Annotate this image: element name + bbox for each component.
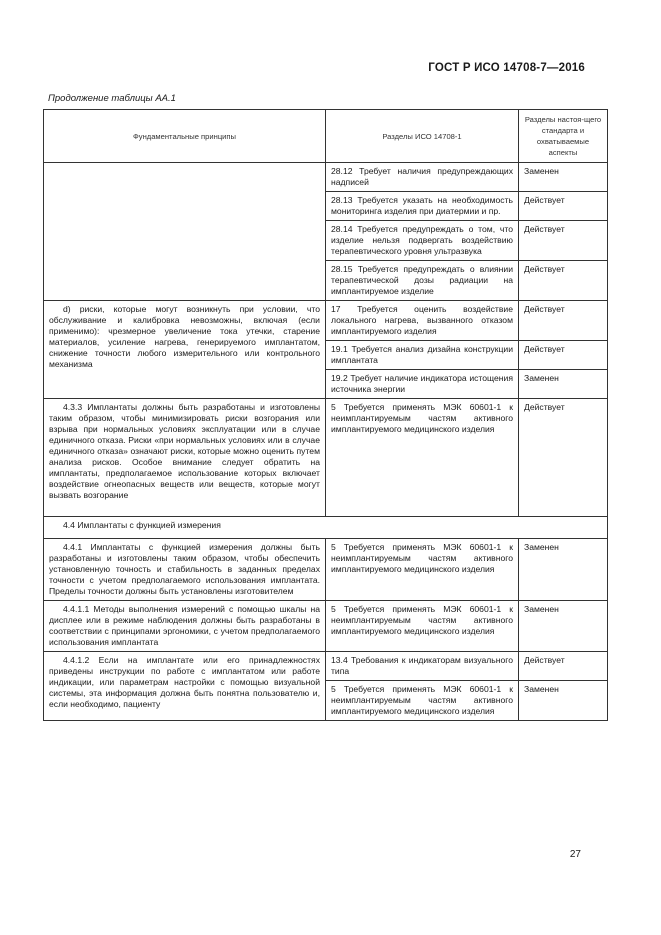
- status-cell: Действует: [519, 399, 608, 517]
- iso-section-cell: 19.1 Требуется анализ дизайна конструкции имплантата: [326, 341, 519, 370]
- status-cell: Заменен: [519, 601, 608, 652]
- table-row: [44, 163, 608, 192]
- status-cell: Заменен: [519, 681, 608, 721]
- iso-section-cell: 17 Требуется оценить воздействие локального нагрева, вызванного отказом имплантируемого изделия: [326, 301, 519, 341]
- status-cell: Действует: [519, 261, 608, 301]
- principle-cell: 4.3.3 Имплантаты должны быть разработаны и изготовлены таким образом, чтобы минимизировать риски возгорания или взрыва при нормальных условиях эксплуатации или в случае единичного отказа. Риски «при нормальных условиях или в случае единичного отказа» означают риски, которые можно оценить путем анализа рисков. Особое внимание следует обратить на имплантаты, предполагаемое использование которых включает воздействие огнеопасных веществ или веществ, которые могут вызвать возгорание: [44, 399, 326, 517]
- iso-section-cell: 28.14 Требуется предупреждать о том, что изделие нельзя подвергать воздействию терапевтического уровня ультразвука: [326, 221, 519, 261]
- status-cell: Действует: [519, 192, 608, 221]
- principle-cell: 4.4.1.1 Методы выполнения измерений с помощью шкалы на дисплее или в режиме наблюдения должны быть разработаны в соответствии с принципами эргономики, с учетом предполагаемого использования имплантата: [44, 601, 326, 652]
- iso-section-cell: 19.2 Требует наличие индикатора истощения источника энергии: [326, 370, 519, 399]
- table-row: [44, 399, 608, 517]
- page-number: 27: [569, 849, 581, 860]
- iso-section-cell: 28.15 Требуется предупреждать о влиянии терапевтической дозы радиации на имплантируемое изделие: [326, 261, 519, 301]
- table-row: [44, 539, 608, 601]
- iso-section-cell: 5 Требуется применять МЭК 60601-1 к неимплантируемым частям активного имплантируемого медицинского изделия: [326, 399, 519, 517]
- status-cell: Заменен: [519, 539, 608, 601]
- section-row: [44, 517, 608, 539]
- column-header-standard-sections: Разделы настоя-щего стандарта и охватываемые аспекты: [519, 110, 608, 163]
- table-row: [44, 601, 608, 652]
- iso-section-cell: 5 Требуется применять МЭК 60601-1 к неимплантируемым частям активного имплантируемого медицинского изделия: [326, 539, 519, 601]
- principle-cell: 4.4.1 Имплантаты с функцией измерения должны быть разработаны и изготовлены таким образом, чтобы обеспечить установленную точность и стабильность в заданных пределах точности с учетом предполагаемого использования имплантата. Пределы точности должны быть установлены изготовителем: [44, 539, 326, 601]
- iso-section-cell: 28.12 Требует наличия предупреждающих надписей: [326, 163, 519, 192]
- status-cell: Действует: [519, 652, 608, 681]
- principles-table: [43, 109, 608, 721]
- status-cell: Действует: [519, 341, 608, 370]
- table-header-row: [44, 110, 608, 163]
- section-title: 4.4 Имплантаты с функцией измерения: [44, 517, 608, 539]
- document-code: ГОСТ Р ИСО 14708-7—2016: [428, 62, 585, 74]
- column-header-principles: Фундаментальные принципы: [44, 110, 326, 163]
- status-cell: Заменен: [519, 163, 608, 192]
- table-row: [44, 652, 608, 681]
- status-cell: Действует: [519, 301, 608, 341]
- principle-cell: 4.4.1.2 Если на имплантате или его принадлежностях приведены инструкции по работе с имплантатом или работе индикации, или параметрам настройки с помощью визуальной системы, эта информация должна быть понятна пользователю и, если необходимо, пациенту: [44, 652, 326, 721]
- iso-section-cell: 13.4 Требования к индикаторам визуального типа: [326, 652, 519, 681]
- principle-cell: [44, 163, 326, 301]
- table-row: [44, 301, 608, 341]
- column-header-iso-sections: Разделы ИСО 14708-1: [326, 110, 519, 163]
- status-cell: Заменен: [519, 370, 608, 399]
- table-caption: Продолжение таблицы АА.1: [48, 93, 176, 104]
- iso-section-cell: 5 Требуется применять МЭК 60601-1 к неимплантируемым частям активного имплантируемого медицинского изделия: [326, 601, 519, 652]
- principle-cell: d) риски, которые могут возникнуть при условии, что обслуживание и калибровка невозможны, включая (если применимо): чрезмерное увеличение тока утечки, старение материалов, усиление нагрева, генерируемого имплантатом, снижение точности любого измерительного или контрольного механизма: [44, 301, 326, 399]
- status-cell: Действует: [519, 221, 608, 261]
- iso-section-cell: 28.13 Требуется указать на необходимость мониторинга изделия при диатермии и пр.: [326, 192, 519, 221]
- iso-section-cell: 5 Требуется применять МЭК 60601-1 к неимплантируемым частям активного имплантируемого медицинского изделия: [326, 681, 519, 721]
